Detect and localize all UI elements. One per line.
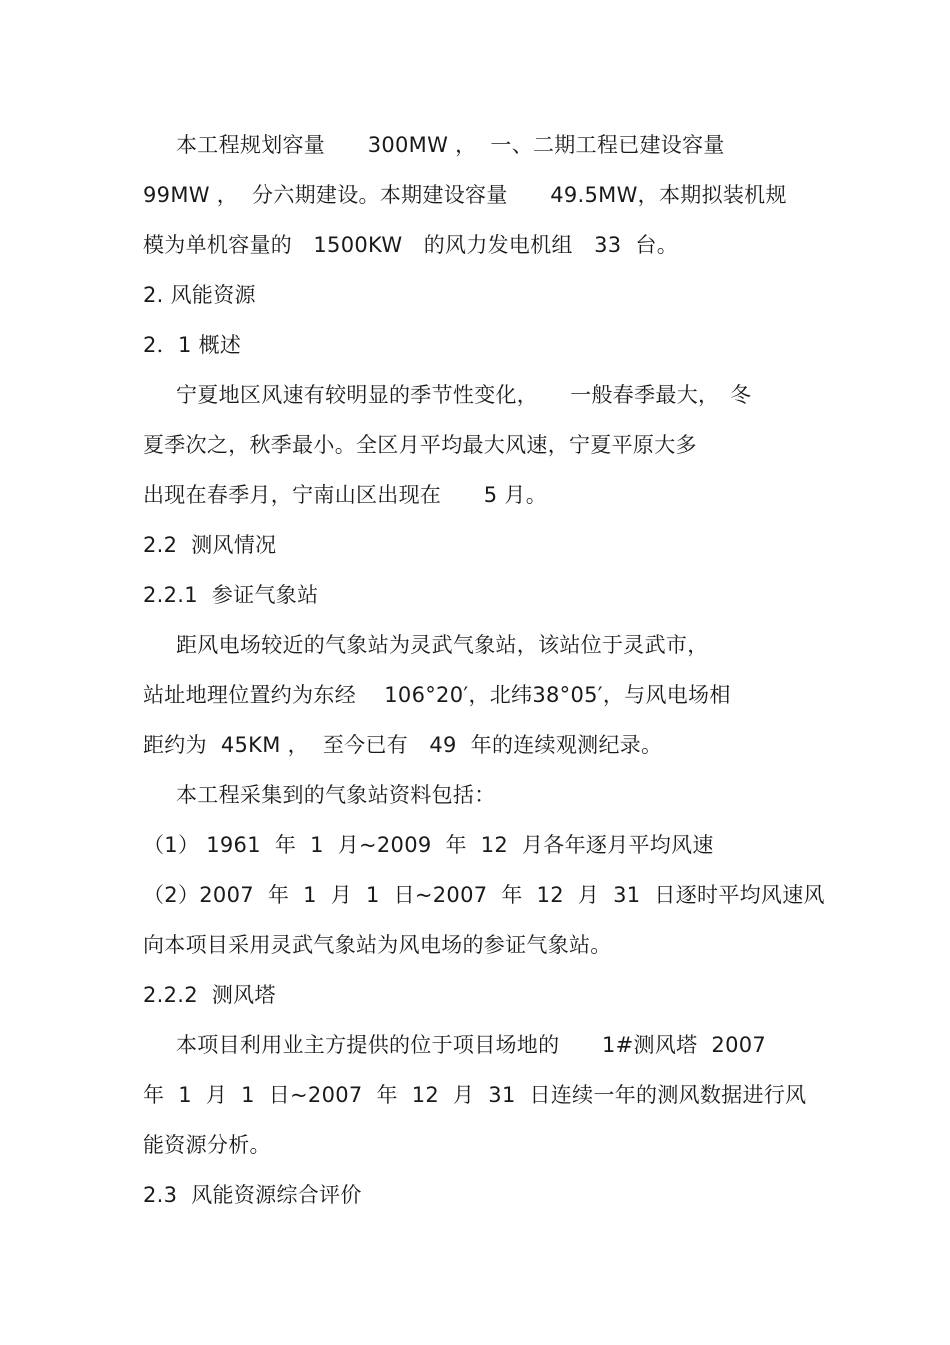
- paragraph-tower-line-1: 本项目利用业主方提供的位于项目场地的 1#测风塔 2007: [176, 1033, 767, 1057]
- list-item-1: （1） 1961 年 1 月~2009 年 12 月各年逐月平均风速: [143, 833, 714, 857]
- paragraph-reference-station: 向本项目采用灵武气象站为风电场的参证气象站。: [143, 933, 612, 957]
- heading-wind-resource: 2. 风能资源: [143, 283, 256, 307]
- paragraph-station-line-1: 距风电场较近的气象站为灵武气象站，该站位于灵武市，: [176, 633, 709, 657]
- paragraph-overview-line-1: 宁夏地区风速有较明显的季节性变化， 一般春季最大， 冬: [176, 383, 752, 407]
- paragraph-capacity-line-3: 模为单机容量的 1500KW 的风力发电机组 33 台。: [143, 233, 679, 257]
- paragraph-capacity-line-2: 99MW ， 分六期建设。本期建设容量 49.5MW，本期拟装机规: [143, 183, 787, 207]
- paragraph-tower-line-3: 能资源分析。: [143, 1133, 271, 1157]
- paragraph-data-intro: 本工程采集到的气象站资料包括：: [176, 783, 496, 807]
- list-item-2: （2）2007 年 1 月 1 日~2007 年 12 月 31 日逐时平均风速风: [143, 883, 825, 907]
- paragraph-capacity-line-1: 本工程规划容量 300MW ， 一、二期工程已建设容量: [176, 133, 725, 157]
- paragraph-overview-line-2: 夏季次之，秋季最小。全区月平均最大风速，宁夏平原大多: [143, 433, 697, 457]
- paragraph-overview-line-3: 出现在春季月，宁南山区出现在 5 月。: [143, 483, 548, 507]
- heading-wind-measurement: 2.2 测风情况: [143, 533, 277, 557]
- heading-overview: 2．1 概述: [143, 333, 242, 357]
- paragraph-tower-line-2: 年 1 月 1 日~2007 年 12 月 31 日连续一年的测风数据进行风: [143, 1083, 807, 1107]
- paragraph-station-line-3: 距约为 45KM ， 至今已有 49 年的连续观测纪录。: [143, 733, 663, 757]
- heading-wind-tower: 2.2.2 测风塔: [143, 983, 276, 1007]
- heading-comprehensive-evaluation: 2.3 风能资源综合评价: [143, 1183, 362, 1207]
- heading-reference-station: 2.2.1 参证气象站: [143, 583, 319, 607]
- paragraph-station-line-2: 站址地理位置约为东经 106°20′，北纬38°05′，与风电场相: [143, 683, 731, 707]
